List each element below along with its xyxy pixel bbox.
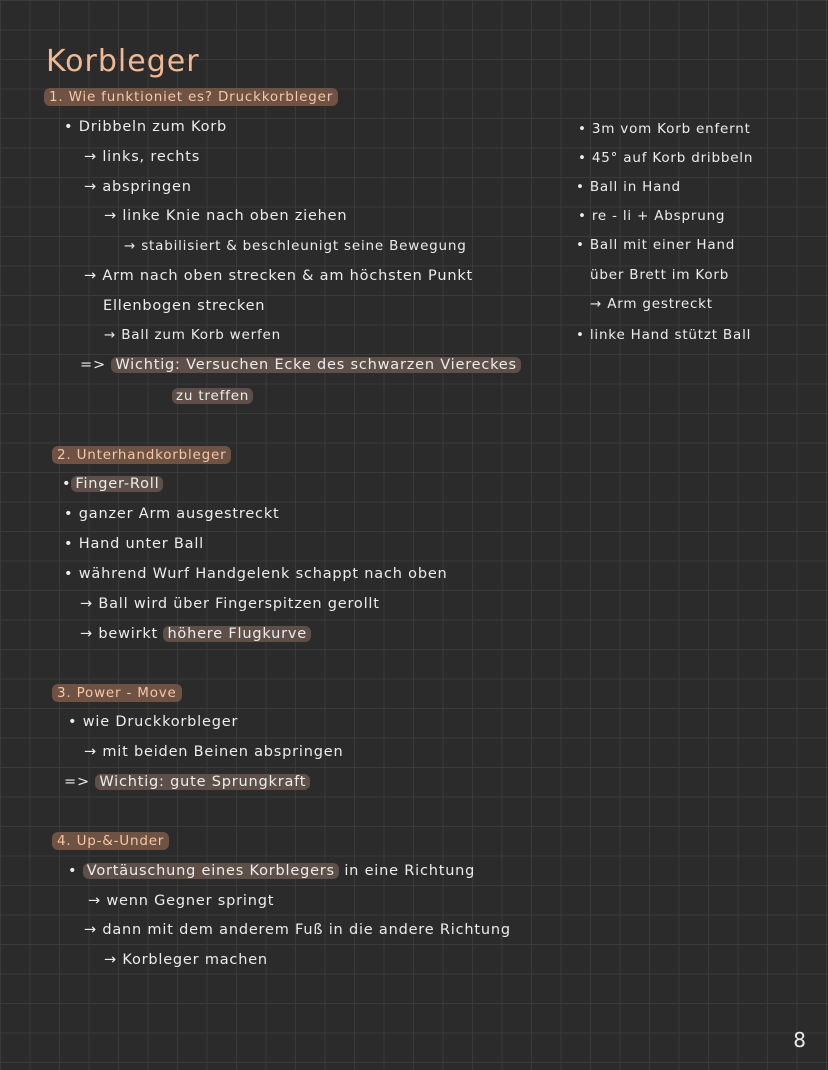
list-item: → dann mit dem anderem Fuß in die andere Richtung <box>84 922 511 938</box>
highlight: Vortäuschung eines Korblegers <box>83 863 339 879</box>
list-item <box>62 474 163 494</box>
side-note: • Ball mit einer Hand <box>576 237 736 253</box>
side-note: • 45° auf Korb dribbeln <box>578 150 754 166</box>
bullet: • <box>68 863 78 879</box>
list-item: → Ball zum Korb werfen <box>104 327 281 343</box>
section-heading-1: 1. Wie funktioniet es? Druckkorbleger <box>44 88 338 106</box>
list-item: → wenn Gegner springt <box>88 893 275 909</box>
list-item: → linke Knie nach oben ziehen <box>104 208 348 224</box>
list-item: • Dribbeln zum Korb <box>64 119 228 135</box>
important-note-continued <box>172 386 253 406</box>
list-item: • wie Druckkorbleger <box>68 714 239 730</box>
list-item: → abspringen <box>84 179 192 195</box>
side-note: • linke Hand stützt Ball <box>576 327 752 343</box>
list-item: • ganzer Arm ausgestreckt <box>64 506 280 522</box>
section-heading-4: 4. Up-&-Under <box>52 832 169 850</box>
arrow-prefix: => <box>80 357 106 373</box>
highlight: zu treffen <box>172 388 253 404</box>
page-title: Korbleger <box>46 44 200 79</box>
side-note: → Arm gestreckt <box>590 296 713 312</box>
side-note: • re - li + Absprung <box>578 208 726 224</box>
highlight: Wichtig: gute Sprungkraft <box>95 774 310 790</box>
list-item <box>68 861 475 881</box>
side-note: • 3m vom Korb enfernt <box>578 121 751 137</box>
important-note <box>80 355 521 375</box>
highlight: Finger-Roll <box>71 476 163 492</box>
list-item: • während Wurf Handgelenk schappt nach oben <box>64 566 448 582</box>
section-heading-3: 3. Power - Move <box>52 684 182 702</box>
list-item: Ellenbogen strecken <box>103 298 266 314</box>
section-heading-2: 2. Unterhandkorbleger <box>52 446 231 464</box>
list-item: → Ball wird über Fingerspitzen gerollt <box>80 596 380 612</box>
list-item: • Hand unter Ball <box>64 536 205 552</box>
arrow-prefix: => <box>64 774 90 790</box>
list-prefix: → bewirkt <box>80 626 159 642</box>
highlight: Wichtig: Versuchen Ecke des schwarzen Viereckes <box>111 357 521 373</box>
important-note <box>64 772 310 792</box>
list-item-rest: in eine Richtung <box>344 863 476 879</box>
list-item: → Korbleger machen <box>104 952 268 968</box>
list-item <box>80 624 311 644</box>
list-item: → stabilisiert & beschleunigt seine Bewegung <box>124 238 467 254</box>
list-item: → Arm nach oben strecken & am höchsten Punkt <box>84 268 474 284</box>
highlight: höhere Flugkurve <box>163 626 311 642</box>
side-note: über Brett im Korb <box>590 267 730 283</box>
list-item: → mit beiden Beinen abspringen <box>84 744 344 760</box>
list-item: → links, rechts <box>84 149 201 165</box>
page-number: 8 <box>793 1028 806 1052</box>
bullet: • <box>62 476 72 492</box>
side-note: • Ball in Hand <box>576 179 681 195</box>
